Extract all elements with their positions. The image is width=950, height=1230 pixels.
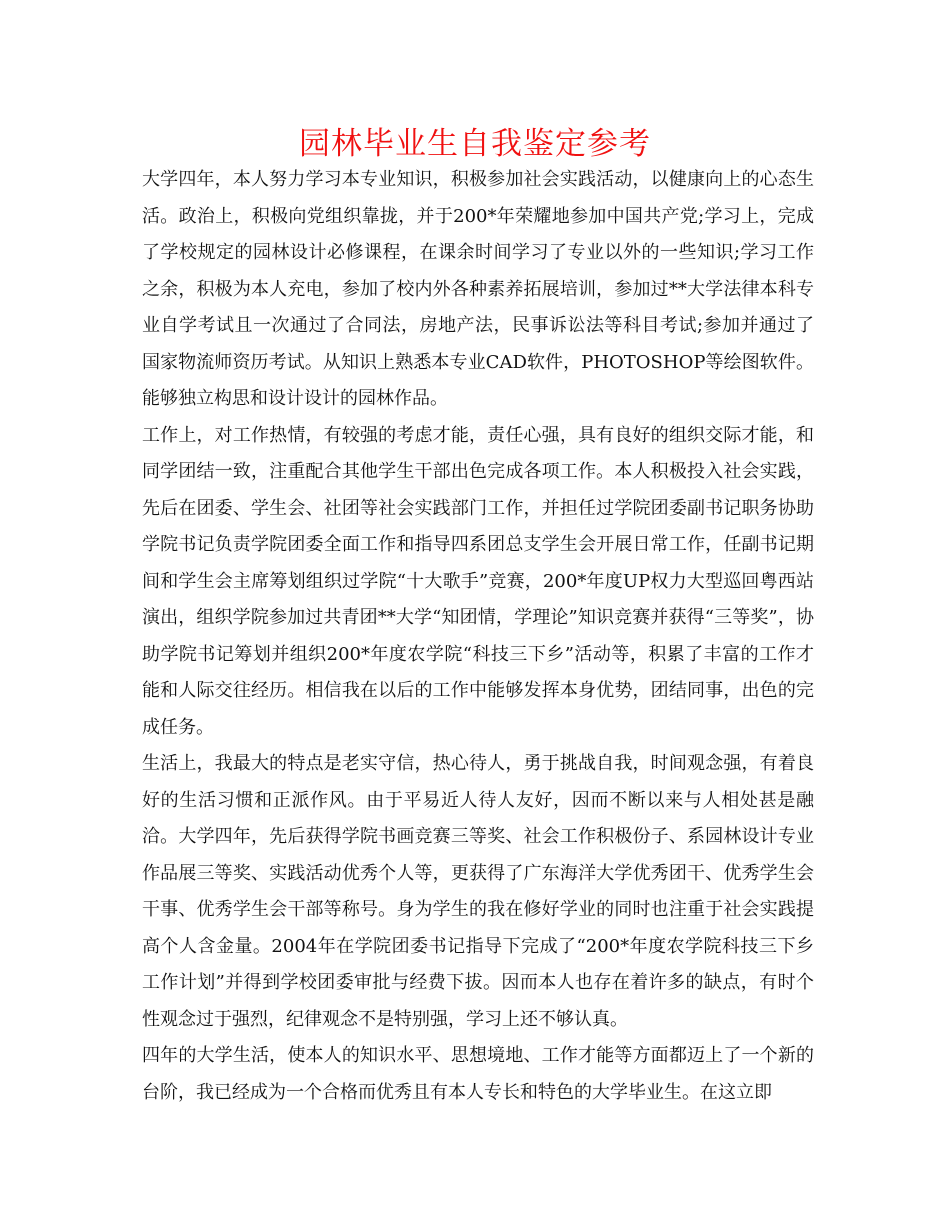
document-title: 园林毕业生自我鉴定参考 bbox=[299, 126, 651, 162]
paragraph-life: 生活上，我最大的特点是老实守信，热心待人，勇于挑战自我，时间观念强，有着良好的生活习惯和正派作风。由于平易近人待人友好，因而不断以来与人相处甚是融洽。大学四年，先后获得学院书画竞赛三等奖、社会工作积极份子、系园林设计专业作品展三等奖、实践活动优秀个人等，更获得了广东海洋大学优秀团干、优秀学生会干事、优秀学生会干部等称号。身为学生的我在修好学业的同时也注重于社会实践提高个人含金量。2004年在学院团委书记指导下完成了“200*年度农学院科技三下乡工作计划”并得到学校团委审批与经费下拔。因而本人也存在着许多的缺点，有时个性观念过于强烈，纪律观念不是特别强，学习上还不够认真。 bbox=[142, 753, 814, 1030]
document-body bbox=[142, 162, 814, 1111]
paragraph-study: 大学四年，本人努力学习本专业知识，积极参加社会实践活动，以健康向上的心态生活。政治上，积极向党组织靠拢，并于200*年荣耀地参加中国共产党;学习上，完成了学校规定的园林设计必修课程，在课余时间学习了专业以外的一些知识;学习工作之余，积极为本人充电，参加了校内外各种素养拓展培训，参加过**大学法律本科专业自学考试且一次通过了合同法，房地产法，民事诉讼法等科目考试;参加并通过了国家物流师资历考试。从知识上熟悉本专业CAD软件，PHOTOSHOP等绘图软件。能够独立构思和设计设计的园林作品。 bbox=[142, 169, 814, 409]
paragraph-summary: 四年的大学生活，使本人的知识水平、思想境地、工作才能等方面都迈上了一个新的台阶，我已经成为一个合格而优秀且有本人专长和特色的大学毕业生。在这立即 bbox=[142, 1045, 814, 1103]
paragraph-work: 工作上，对工作热情，有较强的考虑才能，责任心强，具有良好的组织交际才能，和同学团结一致，注重配合其他学生干部出色完成各项工作。本人积极投入社会实践，先后在团委、学生会、社团等社会实践部门工作，并担任过学院团委副书记职务协助学院书记负责学院团委全面工作和指导四系团总支学生会开展日常工作，任副书记期间和学生会主席筹划组织过学院“十大歌手”竞赛，200*年度UP权力大型巡回粤西站演出，组织学院参加过共青团**大学“知团情，学理论”知识竞赛并获得“三等奖”，协助学院书记筹划并组织200*年度农学院“科技三下乡”活动等，积累了丰富的工作才能和人际交往经历。相信我在以后的工作中能够发挥本身优势，团结同事，出色的完成任务。 bbox=[142, 424, 814, 738]
